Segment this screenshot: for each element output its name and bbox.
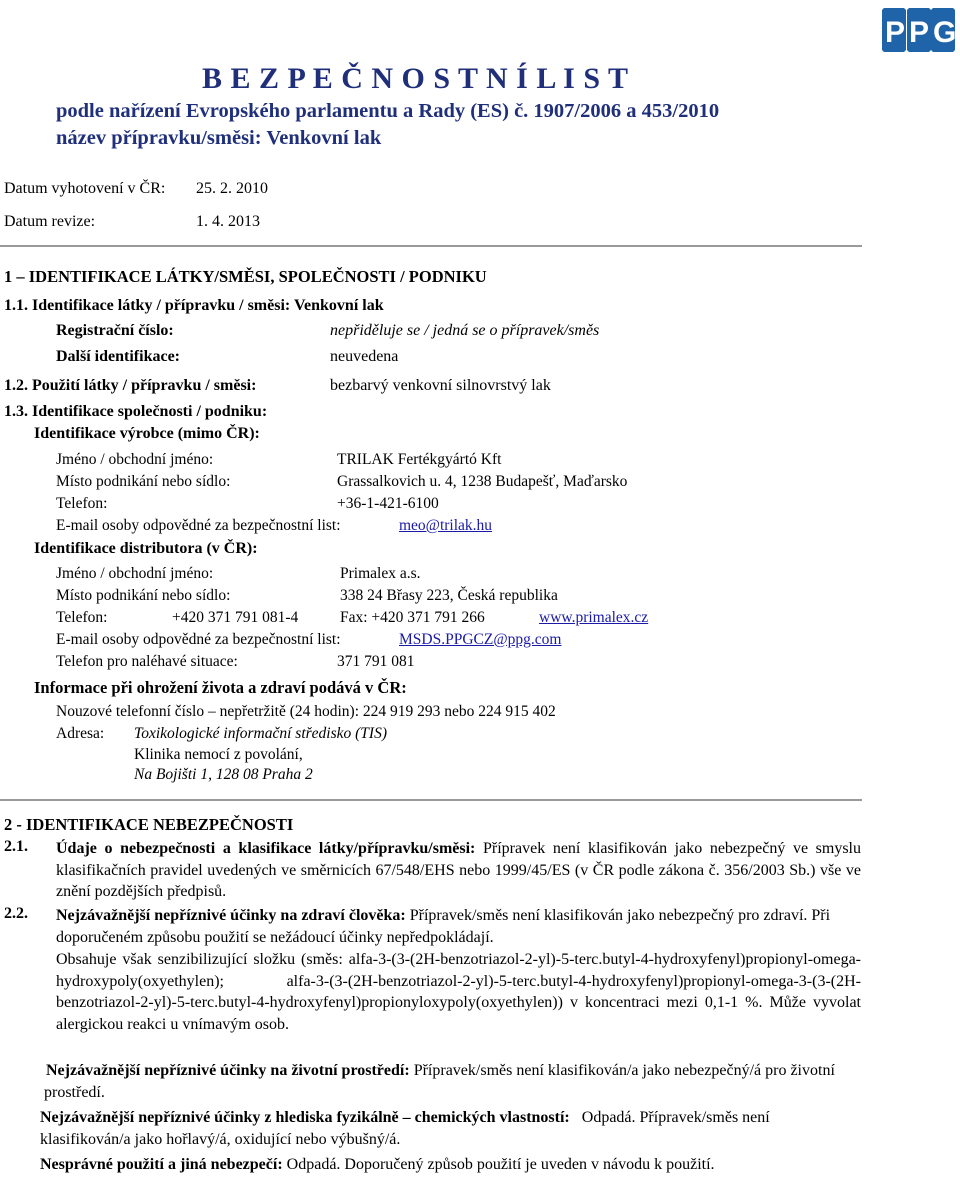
section-1-2-label: 1.2. Použití látky / přípravku / směsi: xyxy=(4,377,257,394)
distributor-name-value: Primalex a.s. xyxy=(340,565,421,582)
tis-address-line1: Toxikologické informační středisko (TIS) xyxy=(134,725,387,742)
other-id-value: neuvedena xyxy=(330,348,399,365)
tis-address-label: Adresa: xyxy=(56,725,105,742)
svg-text:P: P xyxy=(909,16,930,49)
manufacturer-name-label: Jméno / obchodní jméno: xyxy=(56,451,214,468)
distributor-email-link[interactable]: MSDS.PPGCZ@ppg.com xyxy=(399,631,562,648)
sensitizer-paragraph: Obsahuje však senzibilizující složku (směs: alfa-3-(3-(2H-benzotriazol-2-yl)-5-terc.butyl-4-hydroxyfenyl)propionyl-omega-hydroxypoly(oxyethylen); alfa-3-(3-(2H-benzotriazol-2-yl)-5-terc.butyl-4-hydroxyfenyl)propionyl-omega-3-(3-(2H-benzotriazol-2-yl)-5-terc.butyl-4-hydroxyfenyl)propionyloxypoly(oxyethylen)) v koncentraci mezi 0,1-1 %. Může vyvolat alergickou reakci u vnímavým osob. xyxy=(56,951,861,1033)
registration-value: nepřiděluje se / jedná se o přípravek/směs xyxy=(330,322,600,339)
physchem-text: Odpadá. Přípravek/směs není klasifikován/a jako hořlavý/á, oxidující nebo výbušný/á. xyxy=(40,1109,770,1148)
date-prepared-label: Datum vyhotovení v ČR: xyxy=(4,180,166,197)
misuse-label: Nesprávné použití a jiná nebezpečí: xyxy=(40,1156,283,1173)
section-2-1-label: Údaje o nebezpečnosti a klasifikace látky/přípravku/směsi: xyxy=(56,840,476,857)
physchem-label: Nejzávažnější nepříznivé účinky z hlediska fyzikálně – chemických vlastností: xyxy=(40,1109,570,1126)
ppg-logo xyxy=(882,2,956,58)
distributor-web-link[interactable]: www.primalex.cz xyxy=(539,609,649,626)
section-2-2-number: 2.2. xyxy=(4,905,28,922)
svg-text:P: P xyxy=(885,16,906,49)
section2-heading: 2 - IDENTIFIKACE NEBEZPEČNOSTI xyxy=(4,815,294,834)
distributor-fax-value: Fax: +420 371 791 266 xyxy=(340,609,485,626)
distributor-email-label: E-mail osoby odpovědné za bezpečnostní list: xyxy=(56,631,341,648)
tis-address-line2: Klinika nemocí z povolání, xyxy=(134,746,303,763)
section-2-2-text: Přípravek/směs není klasifikován jako nebezpečný pro zdraví. Při doporučeném způsobu použití se nežádoucí účinky nepředpokládají. xyxy=(56,907,831,946)
manufacturer-name-value: TRILAK Fertékgyártó Kft xyxy=(337,451,502,468)
date-revision-label: Datum revize: xyxy=(4,213,96,230)
environment-label: Nejzávažnější nepříznivé účinky na životní prostředí: xyxy=(46,1062,410,1079)
distributor-address-value: 338 24 Břasy 223, Česká republika xyxy=(340,587,558,604)
tis-address-line3: Na Bojišti 1, 128 08 Praha 2 xyxy=(134,766,313,783)
section-1-2-value: bezbarvý venkovní silnovrstvý lak xyxy=(330,377,551,394)
distributor-name-label: Jméno / obchodní jméno: xyxy=(56,565,214,582)
section-2-2-label: Nejzávažnější nepříznivé účinky na zdraví člověka: xyxy=(56,907,406,924)
section-2-1-number: 2.1. xyxy=(4,838,28,855)
manufacturer-heading: Identifikace výrobce (mimo ČR): xyxy=(34,425,260,442)
section-1-3: 1.3. Identifikace společnosti / podniku: xyxy=(4,403,268,420)
section1-heading: 1 – IDENTIFIKACE LÁTKY/SMĚSI, SPOLEČNOSTI / PODNIKU xyxy=(4,267,487,286)
date-revision-value: 1. 4. 2013 xyxy=(196,213,260,230)
emergency-phone-value: 371 791 081 xyxy=(337,653,415,670)
physchem-paragraph xyxy=(40,1107,840,1150)
misuse-paragraph xyxy=(40,1154,900,1176)
emergency-phone-label: Telefon pro naléhavé situace: xyxy=(56,653,238,670)
misuse-text: Odpadá. Doporučený způsob použití je uveden v návodu k použití. xyxy=(286,1156,715,1173)
section-1-1: 1.1. Identifikace látky / přípravku / směsi: Venkovní lak xyxy=(4,297,384,314)
emergency-info-heading: Informace při ohrožení života a zdraví podává v ČR: xyxy=(34,678,407,697)
manufacturer-address-value: Grassalkovich u. 4, 1238 Budapešť, Maďarsko xyxy=(337,473,628,490)
regulation-line: podle nařízení Evropského parlamentu a Rady (ES) č. 1907/2006 a 453/2010 xyxy=(56,100,720,122)
date-prepared-value: 25. 2. 2010 xyxy=(196,180,268,197)
section-2-1-text: Přípravek není klasifikován jako nebezpečný ve smyslu klasifikačních pravidel uvedených ve směrnicích 67/548/EHS nebo 1999/45/ES (v ČR podle zákona č. 356/2003 Sb.) vše ve znění pozdějších předpisů. xyxy=(56,840,861,900)
distributor-phone-value: +420 371 791 081-4 xyxy=(172,609,299,626)
environment-text: Přípravek/směs není klasifikován/a jako nebezpečný/á pro životní prostředí. xyxy=(44,1062,835,1101)
distributor-heading: Identifikace distributora (v ČR): xyxy=(34,540,258,557)
manufacturer-phone-value: +36-1-421-6100 xyxy=(337,495,439,512)
manufacturer-address-label: Místo podnikání nebo sídlo: xyxy=(56,473,231,490)
divider xyxy=(0,245,862,247)
other-id-label: Další identifikace: xyxy=(56,348,180,365)
product-name-line: název přípravku/směsi: Venkovní lak xyxy=(56,127,382,149)
registration-label: Registrační číslo: xyxy=(56,322,174,339)
section-2-1-paragraph xyxy=(56,838,861,903)
environment-paragraph xyxy=(44,1060,844,1103)
manufacturer-phone-label: Telefon: xyxy=(56,495,108,512)
manufacturer-email-label: E-mail osoby odpovědné za bezpečnostní list: xyxy=(56,517,341,534)
emergency-number-line: Nouzové telefonní číslo – nepřetržitě (24 hodin): 224 919 293 nebo 224 915 402 xyxy=(56,703,556,720)
divider xyxy=(0,799,862,801)
distributor-phone-label: Telefon: xyxy=(56,609,108,626)
distributor-address-label: Místo podnikání nebo sídlo: xyxy=(56,587,231,604)
svg-text:G: G xyxy=(933,16,956,49)
document-title: B E Z P E Č N O S T N Í L I S T xyxy=(202,62,629,95)
section-2-2-paragraph xyxy=(56,905,856,948)
manufacturer-email-link[interactable]: meo@trilak.hu xyxy=(399,517,493,534)
